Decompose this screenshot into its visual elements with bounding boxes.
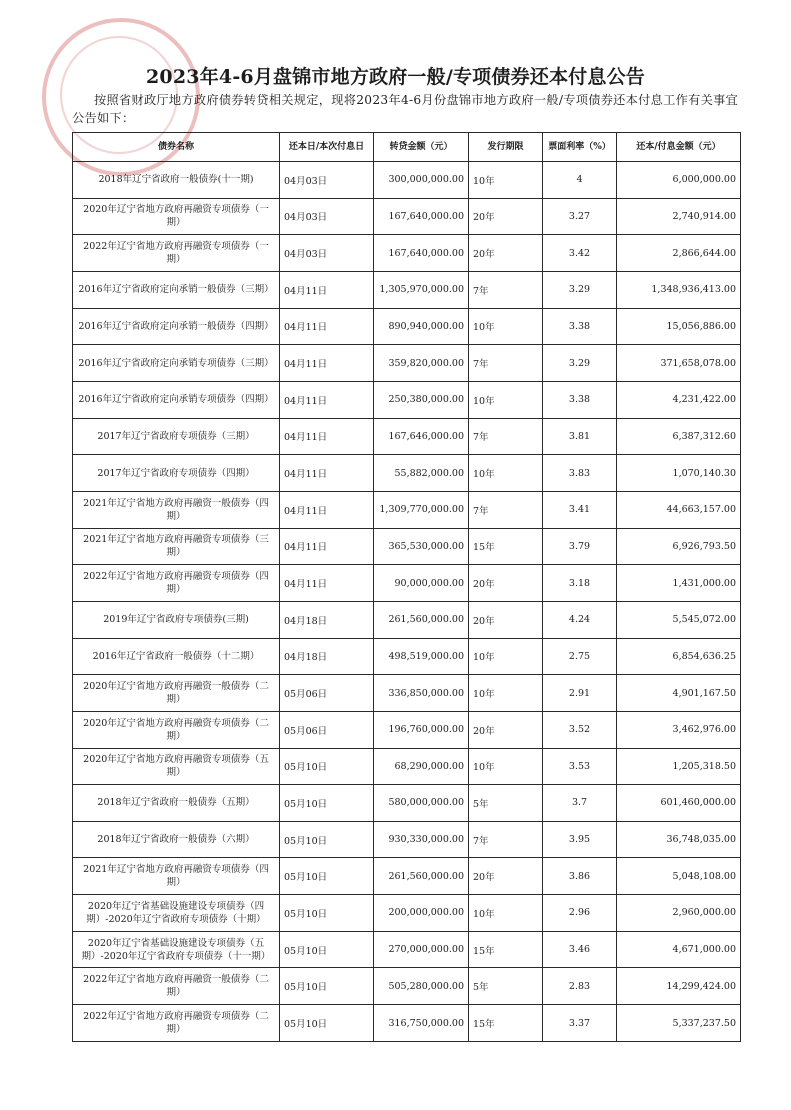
coupon-rate-cell: 3.53	[543, 748, 617, 785]
issue-term-cell: 10年	[469, 308, 543, 345]
repayment-date-cell: 05月10日	[280, 968, 374, 1005]
payment-amount-cell: 4,671,000.00	[617, 931, 741, 968]
loan-amount-cell: 498,519,000.00	[374, 638, 469, 675]
bond-name-cell: 2022年辽宁省地方政府再融资专项债券（四期）	[73, 565, 280, 602]
loan-amount-cell: 316,750,000.00	[374, 1005, 469, 1042]
coupon-rate-cell: 3.42	[543, 235, 617, 272]
coupon-rate-cell: 3.46	[543, 931, 617, 968]
issue-term-cell: 7年	[469, 418, 543, 455]
table-header-row	[73, 133, 741, 162]
bond-name-cell: 2016年辽宁省政府定向承销专项债券（四期）	[73, 381, 280, 418]
repayment-date-cell: 04月11日	[280, 565, 374, 602]
payment-amount-cell: 5,337,237.50	[617, 1005, 741, 1042]
payment-amount-cell: 2,960,000.00	[617, 895, 741, 932]
issue-term-cell: 10年	[469, 895, 543, 932]
issue-term-cell: 15年	[469, 1005, 543, 1042]
loan-amount-cell: 250,380,000.00	[374, 381, 469, 418]
issue-term-cell: 7年	[469, 345, 543, 382]
issue-term-cell: 20年	[469, 198, 543, 235]
table-row	[73, 565, 741, 602]
issue-term-cell: 7年	[469, 821, 543, 858]
payment-amount-cell: 36,748,035.00	[617, 821, 741, 858]
table-row	[73, 162, 741, 199]
issue-term-cell: 15年	[469, 931, 543, 968]
issue-term-cell: 20年	[469, 858, 543, 895]
payment-amount-cell: 6,387,312.60	[617, 418, 741, 455]
bond-name-cell: 2021年辽宁省地方政府再融资专项债券（三期）	[73, 528, 280, 565]
payment-amount-cell: 6,854,636.25	[617, 638, 741, 675]
coupon-rate-cell: 3.7	[543, 785, 617, 822]
repayment-date-cell: 05月10日	[280, 821, 374, 858]
header-repayment-date: 还本日/本次付息日	[280, 133, 374, 162]
intro-paragraph: 按照省财政厅地方政府债券转贷相关规定，现将2023年4-6月份盘锦市地方政府一般/专项债券还本付息工作有关事宜公告如下：	[72, 93, 739, 125]
loan-amount-cell: 365,530,000.00	[374, 528, 469, 565]
header-bond-name: 债券名称	[73, 133, 280, 162]
loan-amount-cell: 505,280,000.00	[374, 968, 469, 1005]
payment-amount-cell: 14,299,424.00	[617, 968, 741, 1005]
bond-name-cell: 2022年辽宁省地方政府再融资一般债券（二期）	[73, 968, 280, 1005]
issue-term-cell: 7年	[469, 271, 543, 308]
payment-amount-cell: 15,056,886.00	[617, 308, 741, 345]
coupon-rate-cell: 3.81	[543, 418, 617, 455]
bond-name-cell: 2022年辽宁省地方政府再融资专项债券（一期）	[73, 235, 280, 272]
payment-amount-cell: 5,048,108.00	[617, 858, 741, 895]
coupon-rate-cell: 3.18	[543, 565, 617, 602]
payment-amount-cell: 44,663,157.00	[617, 491, 741, 528]
bond-name-cell: 2017年辽宁省政府专项债券（三期）	[73, 418, 280, 455]
coupon-rate-cell: 3.41	[543, 491, 617, 528]
loan-amount-cell: 580,000,000.00	[374, 785, 469, 822]
loan-amount-cell: 930,330,000.00	[374, 821, 469, 858]
table-row	[73, 491, 741, 528]
coupon-rate-cell: 4.24	[543, 601, 617, 638]
coupon-rate-cell: 3.95	[543, 821, 617, 858]
repayment-date-cell: 05月10日	[280, 785, 374, 822]
payment-amount-cell: 2,740,914.00	[617, 198, 741, 235]
table-row	[73, 271, 741, 308]
repayment-date-cell: 04月11日	[280, 271, 374, 308]
repayment-date-cell: 04月03日	[280, 235, 374, 272]
repayment-date-cell: 04月11日	[280, 491, 374, 528]
payment-amount-cell: 5,545,072.00	[617, 601, 741, 638]
bond-name-cell: 2020年辽宁省地方政府再融资专项债券（二期）	[73, 711, 280, 748]
table-row	[73, 785, 741, 822]
bond-name-cell: 2016年辽宁省政府定向承销专项债券（三期）	[73, 345, 280, 382]
payment-amount-cell: 601,460,000.00	[617, 785, 741, 822]
repayment-date-cell: 04月11日	[280, 381, 374, 418]
repayment-date-cell: 04月03日	[280, 162, 374, 199]
bond-repayment-table	[72, 132, 741, 1042]
bond-name-cell: 2022年辽宁省地方政府再融资专项债券（二期）	[73, 1005, 280, 1042]
table-row	[73, 418, 741, 455]
coupon-rate-cell: 3.29	[543, 345, 617, 382]
loan-amount-cell: 55,882,000.00	[374, 455, 469, 492]
loan-amount-cell: 336,850,000.00	[374, 675, 469, 712]
repayment-date-cell: 05月10日	[280, 895, 374, 932]
repayment-date-cell: 04月11日	[280, 418, 374, 455]
issue-term-cell: 5年	[469, 968, 543, 1005]
table-row	[73, 528, 741, 565]
table-row	[73, 198, 741, 235]
repayment-date-cell: 05月10日	[280, 1005, 374, 1042]
table-row	[73, 895, 741, 932]
bond-name-cell: 2016年辽宁省政府定向承销一般债券（四期）	[73, 308, 280, 345]
header-loan-amount: 转贷金额（元）	[374, 133, 469, 162]
coupon-rate-cell: 3.37	[543, 1005, 617, 1042]
payment-amount-cell: 2,866,644.00	[617, 235, 741, 272]
table-row	[73, 821, 741, 858]
coupon-rate-cell: 3.79	[543, 528, 617, 565]
repayment-date-cell: 04月11日	[280, 528, 374, 565]
coupon-rate-cell: 3.27	[543, 198, 617, 235]
payment-amount-cell: 1,431,000.00	[617, 565, 741, 602]
payment-amount-cell: 6,000,000.00	[617, 162, 741, 199]
issue-term-cell: 10年	[469, 381, 543, 418]
coupon-rate-cell: 3.38	[543, 381, 617, 418]
payment-amount-cell: 1,348,936,413.00	[617, 271, 741, 308]
table-row	[73, 968, 741, 1005]
loan-amount-cell: 200,000,000.00	[374, 895, 469, 932]
coupon-rate-cell: 3.52	[543, 711, 617, 748]
issue-term-cell: 20年	[469, 235, 543, 272]
loan-amount-cell: 890,940,000.00	[374, 308, 469, 345]
coupon-rate-cell: 2.96	[543, 895, 617, 932]
payment-amount-cell: 371,658,078.00	[617, 345, 741, 382]
table-row	[73, 345, 741, 382]
bond-name-cell: 2020年辽宁省基础设施建设专项债券（四期）-2020年辽宁省政府专项债券（十期）	[73, 895, 280, 932]
repayment-date-cell: 04月11日	[280, 345, 374, 382]
repayment-date-cell: 05月10日	[280, 931, 374, 968]
issue-term-cell: 20年	[469, 565, 543, 602]
loan-amount-cell: 196,760,000.00	[374, 711, 469, 748]
table-row	[73, 638, 741, 675]
repayment-date-cell: 04月11日	[280, 455, 374, 492]
loan-amount-cell: 1,305,970,000.00	[374, 271, 469, 308]
table-row	[73, 1005, 741, 1042]
repayment-date-cell: 04月18日	[280, 638, 374, 675]
payment-amount-cell: 4,231,422.00	[617, 381, 741, 418]
loan-amount-cell: 167,640,000.00	[374, 235, 469, 272]
repayment-date-cell: 05月06日	[280, 675, 374, 712]
repayment-date-cell: 04月11日	[280, 308, 374, 345]
coupon-rate-cell: 2.75	[543, 638, 617, 675]
header-issue-term: 发行期限	[469, 133, 543, 162]
header-coupon-rate: 票面利率（%）	[543, 133, 617, 162]
table-row	[73, 675, 741, 712]
document-title: 2023年4-6月盘锦市地方政府一般/专项债券还本付息公告	[146, 66, 645, 88]
bond-name-cell: 2018年辽宁省政府一般债券（六期）	[73, 821, 280, 858]
payment-amount-cell: 1,070,140.30	[617, 455, 741, 492]
bond-name-cell: 2018年辽宁省政府一般债券（五期）	[73, 785, 280, 822]
table-row	[73, 308, 741, 345]
issue-term-cell: 15年	[469, 528, 543, 565]
bond-name-cell: 2016年辽宁省政府定向承销一般债券（三期）	[73, 271, 280, 308]
loan-amount-cell: 167,640,000.00	[374, 198, 469, 235]
coupon-rate-cell: 3.83	[543, 455, 617, 492]
issue-term-cell: 5年	[469, 785, 543, 822]
table-row	[73, 601, 741, 638]
bond-name-cell: 2021年辽宁省地方政府再融资一般债券（四期）	[73, 491, 280, 528]
bond-name-cell: 2018年辽宁省政府一般债券(十一期)	[73, 162, 280, 199]
repayment-date-cell: 04月03日	[280, 198, 374, 235]
table-row	[73, 931, 741, 968]
loan-amount-cell: 167,646,000.00	[374, 418, 469, 455]
coupon-rate-cell: 3.38	[543, 308, 617, 345]
loan-amount-cell: 261,560,000.00	[374, 601, 469, 638]
bond-name-cell: 2016年辽宁省政府一般债券（十二期）	[73, 638, 280, 675]
loan-amount-cell: 1,309,770,000.00	[374, 491, 469, 528]
issue-term-cell: 10年	[469, 675, 543, 712]
bond-name-cell: 2020年辽宁省地方政府再融资专项债券（一期）	[73, 198, 280, 235]
repayment-date-cell: 04月18日	[280, 601, 374, 638]
bond-name-cell: 2021年辽宁省地方政府再融资专项债券（四期）	[73, 858, 280, 895]
table-row	[73, 748, 741, 785]
coupon-rate-cell: 4	[543, 162, 617, 199]
issue-term-cell: 10年	[469, 162, 543, 199]
coupon-rate-cell: 3.86	[543, 858, 617, 895]
loan-amount-cell: 90,000,000.00	[374, 565, 469, 602]
issue-term-cell: 20年	[469, 711, 543, 748]
table-row	[73, 711, 741, 748]
table-row	[73, 455, 741, 492]
payment-amount-cell: 3,462,976.00	[617, 711, 741, 748]
loan-amount-cell: 300,000,000.00	[374, 162, 469, 199]
repayment-date-cell: 05月10日	[280, 748, 374, 785]
header-payment-amount: 还本/付息金额（元）	[617, 133, 741, 162]
issue-term-cell: 7年	[469, 491, 543, 528]
payment-amount-cell: 4,901,167.50	[617, 675, 741, 712]
bond-name-cell: 2020年辽宁省地方政府再融资专项债券（五期）	[73, 748, 280, 785]
issue-term-cell: 10年	[469, 748, 543, 785]
bond-name-cell: 2017年辽宁省政府专项债券（四期）	[73, 455, 280, 492]
payment-amount-cell: 1,205,318.50	[617, 748, 741, 785]
table-row	[73, 235, 741, 272]
coupon-rate-cell: 3.29	[543, 271, 617, 308]
issue-term-cell: 10年	[469, 455, 543, 492]
table-row	[73, 858, 741, 895]
issue-term-cell: 20年	[469, 601, 543, 638]
payment-amount-cell: 6,926,793.50	[617, 528, 741, 565]
loan-amount-cell: 270,000,000.00	[374, 931, 469, 968]
bond-name-cell: 2019年辽宁省政府专项债券(三期)	[73, 601, 280, 638]
coupon-rate-cell: 2.83	[543, 968, 617, 1005]
bond-name-cell: 2020年辽宁省基础设施建设专项债券（五期）-2020年辽宁省政府专项债券（十一期）	[73, 931, 280, 968]
coupon-rate-cell: 2.91	[543, 675, 617, 712]
loan-amount-cell: 68,290,000.00	[374, 748, 469, 785]
loan-amount-cell: 359,820,000.00	[374, 345, 469, 382]
repayment-date-cell: 05月06日	[280, 711, 374, 748]
repayment-date-cell: 05月10日	[280, 858, 374, 895]
issue-term-cell: 10年	[469, 638, 543, 675]
bond-name-cell: 2020年辽宁省地方政府再融资一般债券（二期）	[73, 675, 280, 712]
table-row	[73, 381, 741, 418]
loan-amount-cell: 261,560,000.00	[374, 858, 469, 895]
